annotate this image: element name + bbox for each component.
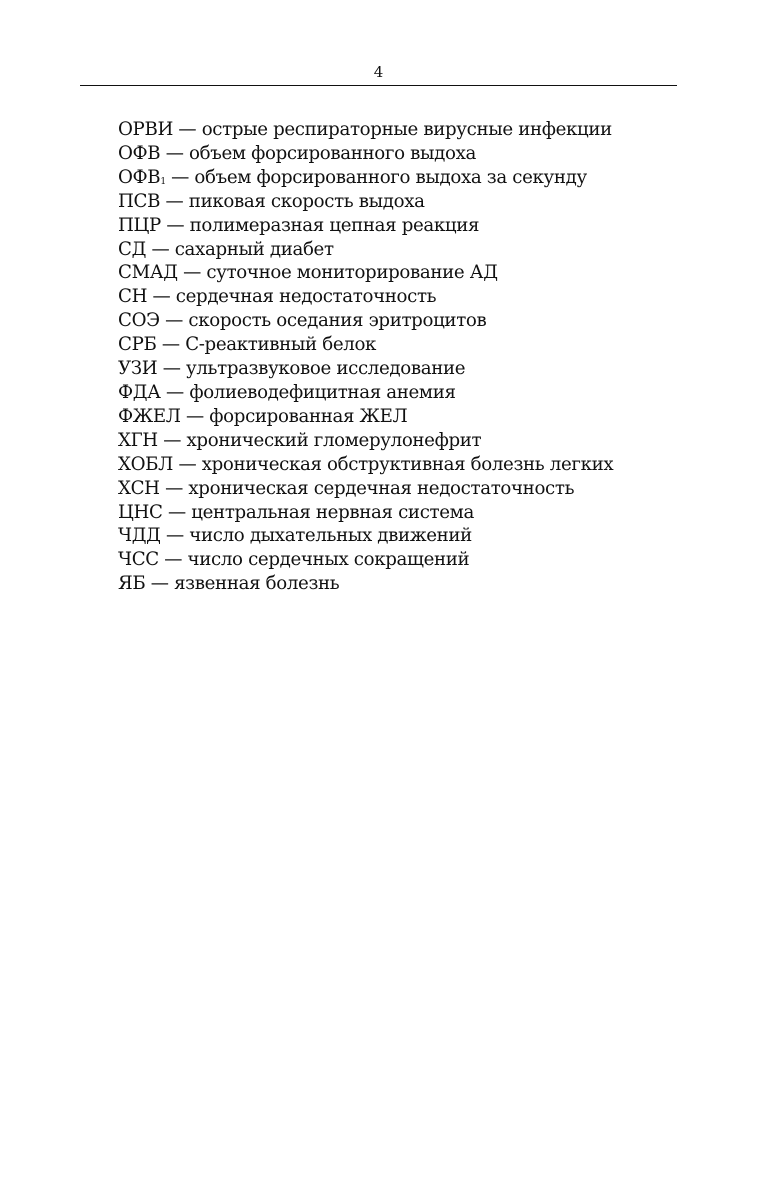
abbreviation-term: СД	[118, 238, 147, 260]
abbreviation-separator: —	[160, 525, 190, 547]
abbreviation-term: ХСН	[118, 477, 160, 499]
abbreviation-definition: язвенная болезнь	[174, 573, 340, 595]
abbreviation-separator: —	[156, 334, 186, 356]
abbreviation-term: СН	[118, 286, 148, 308]
abbreviation-entry	[118, 190, 718, 214]
abbreviation-separator: —	[160, 142, 190, 164]
abbreviation-definition: фолиеводефицитная анемия	[189, 381, 456, 403]
abbreviation-definition: сахарный диабет	[174, 238, 334, 260]
abbreviation-term: ЦНС	[118, 501, 163, 523]
abbreviation-term: ПСВ	[118, 190, 161, 212]
abbreviation-term: СМАД	[118, 262, 178, 284]
abbreviation-definition: число сердечных сокращений	[187, 549, 470, 571]
abbreviation-entry	[118, 333, 718, 357]
abbreviation-entry	[118, 381, 718, 405]
abbreviation-entry	[118, 477, 718, 501]
abbreviation-entry	[118, 285, 718, 309]
abbreviation-entry	[118, 238, 718, 262]
abbreviation-definition: хроническая обструктивная болезнь легких	[201, 453, 614, 475]
abbreviation-entry	[118, 166, 718, 190]
abbreviation-definition: С-реактивный белок	[185, 334, 377, 356]
abbreviation-definition: сердечная недостаточность	[175, 286, 437, 308]
abbreviation-definition: суточное мониторирование АД	[206, 262, 498, 284]
abbreviation-separator: —	[180, 405, 210, 427]
abbreviation-definition: ультразвуковое исследование	[186, 358, 466, 380]
abbreviation-definition: число дыхательных движений	[189, 525, 472, 547]
abbreviation-definition: пиковая скорость выдоха	[188, 190, 425, 212]
abbreviation-separator: —	[159, 477, 189, 499]
abbreviation-separator: —	[159, 310, 189, 332]
abbreviation-entry	[118, 548, 718, 572]
abbreviation-definition: полимеразная цепная реакция	[189, 214, 480, 236]
abbreviation-definition: центральная нервная система	[191, 501, 474, 523]
abbreviation-entry	[118, 142, 718, 166]
abbreviation-entry	[118, 524, 718, 548]
header-rule	[80, 85, 677, 86]
abbreviation-term: ФДА	[118, 381, 161, 403]
abbreviation-separator: —	[157, 358, 186, 380]
abbreviation-entry	[118, 501, 718, 525]
abbreviation-subscript: 1	[160, 176, 166, 187]
abbreviation-term: ЧДД	[118, 525, 161, 547]
abbreviation-separator: —	[146, 238, 175, 260]
abbreviation-definition: острые респираторные вирусные инфекции	[201, 119, 612, 140]
abbreviation-term: ХГН	[118, 429, 158, 451]
abbreviation-separator: —	[147, 286, 176, 308]
abbreviation-definition: скорость оседания эритроцитов	[188, 310, 487, 332]
abbreviation-term: ФЖЕЛ	[118, 405, 181, 427]
abbreviation-separator: —	[157, 429, 187, 451]
abbreviation-term: ОРВИ	[118, 119, 173, 140]
abbreviation-term: ОФВ	[118, 142, 161, 164]
abbreviation-term: ХОБЛ	[118, 453, 174, 475]
abbreviation-term: УЗИ	[118, 358, 158, 380]
abbreviation-definition: хронический гломерулонефрит	[186, 429, 482, 451]
abbreviation-entry	[118, 429, 718, 453]
abbreviation-separator: —	[173, 453, 202, 475]
abbreviation-separator: —	[177, 262, 207, 284]
abbreviation-definition: форсированная ЖЕЛ	[209, 405, 408, 427]
abbreviation-term: СОЭ	[118, 310, 160, 332]
abbreviation-term: ЧСС	[118, 549, 159, 571]
abbreviation-entry	[118, 405, 718, 429]
abbreviation-entry	[118, 214, 718, 238]
abbreviation-entry	[118, 118, 718, 142]
abbreviation-separator: —	[162, 501, 192, 523]
abbreviation-entry	[118, 357, 718, 381]
abbreviation-term: СРБ	[118, 334, 157, 356]
abbreviation-separator: —	[172, 119, 202, 140]
abbreviation-entry	[118, 453, 718, 477]
abbreviation-separator: —	[158, 549, 188, 571]
abbreviation-definition: хроническая сердечная недостаточность	[188, 477, 575, 499]
abbreviation-separator: —	[145, 573, 175, 595]
abbreviation-list	[118, 118, 718, 596]
abbreviation-definition: объем форсированного выдоха за секунду	[194, 166, 587, 188]
abbreviation-definition: объем форсированного выдоха	[189, 142, 476, 164]
page-number: 4	[373, 63, 384, 81]
abbreviation-separator: —	[165, 166, 195, 188]
abbreviation-separator: —	[160, 190, 189, 212]
abbreviation-separator: —	[160, 381, 190, 403]
abbreviation-entry	[118, 572, 718, 596]
abbreviation-entry	[118, 309, 718, 333]
abbreviation-term: ЯБ	[118, 573, 146, 595]
abbreviation-term: ПЦР	[118, 214, 161, 236]
abbreviation-entry	[118, 261, 718, 285]
abbreviation-term: ОФВ	[118, 166, 161, 188]
abbreviation-separator: —	[160, 214, 190, 236]
